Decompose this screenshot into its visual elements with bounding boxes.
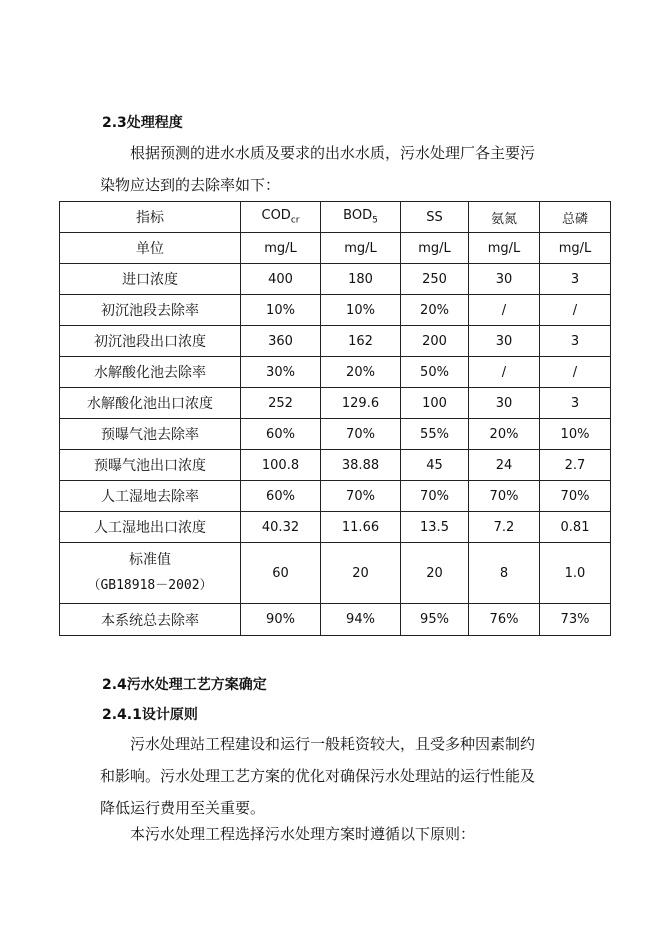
cell-tp: 3 (540, 264, 611, 295)
cell-bod: 20 (321, 543, 401, 604)
cell-cod: 360 (241, 326, 321, 357)
table-row-total (60, 604, 611, 636)
table-row (60, 264, 611, 295)
row-name: 初沉池段出口浓度 (60, 326, 241, 357)
intro-line-1: 根据预测的进水水质及要求的出水水质，污水处理厂各主要污 (130, 144, 536, 162)
table-row (60, 481, 611, 512)
cell-nh3n: 30 (469, 326, 540, 357)
cell-bod: 10% (321, 295, 401, 326)
cell-nh3n: 76% (469, 604, 540, 636)
cell-tp: / (540, 295, 611, 326)
cell-cod: 40.32 (241, 512, 321, 543)
table-row (60, 295, 611, 326)
removal-rate-table (59, 201, 611, 636)
cell-cod: 90% (241, 604, 321, 636)
cell-ss: 200 (401, 326, 469, 357)
table-row (60, 450, 611, 481)
cell-tp: 0.81 (540, 512, 611, 543)
cell-ss: 50% (401, 357, 469, 388)
row-name: 水解酸化池出口浓度 (60, 388, 241, 419)
cell-bod: 38.88 (321, 450, 401, 481)
cell-ss: 55% (401, 419, 469, 450)
cell-nh3n: / (469, 295, 540, 326)
cell-nh3n: 7.2 (469, 512, 540, 543)
cell-cod: 60 (241, 543, 321, 604)
row-name-standard (60, 543, 241, 604)
cell-bod: 180 (321, 264, 401, 295)
cell-ss: 13.5 (401, 512, 469, 543)
table-row-standard (60, 543, 611, 604)
design-line-2: 和影响。污水处理工艺方案的优化对确保污水处理站的运行性能及 (100, 767, 536, 785)
cell-cod: 252 (241, 388, 321, 419)
header-ss: SS (401, 202, 469, 233)
cell-bod: 20% (321, 357, 401, 388)
cell-nh3n: 24 (469, 450, 540, 481)
design-paragraph (100, 728, 570, 824)
row-name: 预曝气池去除率 (60, 419, 241, 450)
table-row (60, 326, 611, 357)
principle-line-1: 本污水处理工程选择污水处理方案时遵循以下原则： (130, 825, 476, 843)
row-name: 进口浓度 (60, 264, 241, 295)
cell-ss: 95% (401, 604, 469, 636)
section-heading-2-4-1: 2.4.1设计原则 (102, 707, 198, 723)
cell-cod: 100.8 (241, 450, 321, 481)
cell-nh3n: / (469, 357, 540, 388)
cell-nh3n: 30 (469, 388, 540, 419)
cell-bod: 70% (321, 481, 401, 512)
cell-tp: mg/L (540, 233, 611, 264)
cell-ss: 250 (401, 264, 469, 295)
design-line-1: 污水处理站工程建设和运行一般耗资较大，且受多种因素制约 (130, 735, 536, 753)
cell-ss: mg/L (401, 233, 469, 264)
cell-bod: 11.66 (321, 512, 401, 543)
header-indicator: 指标 (60, 202, 241, 233)
cell-tp: 3 (540, 388, 611, 419)
cell-cod: 60% (241, 419, 321, 450)
row-name-total: 本系统总去除率 (60, 604, 241, 636)
section-heading-2-4: 2.4污水处理工艺方案确定 (102, 677, 267, 693)
cell-cod: 10% (241, 295, 321, 326)
table-row (60, 512, 611, 543)
cell-nh3n: 8 (469, 543, 540, 604)
row-name: 预曝气池出口浓度 (60, 450, 241, 481)
cell-tp: 70% (540, 481, 611, 512)
cell-bod: 162 (321, 326, 401, 357)
section-heading-2-3: 2.3处理程度 (102, 115, 183, 131)
table-row (60, 357, 611, 388)
principle-paragraph (100, 818, 570, 850)
cell-nh3n: 20% (469, 419, 540, 450)
header-cod: $COD_{cr}$ (241, 202, 321, 233)
cell-cod: 30% (241, 357, 321, 388)
cell-ss: 100 (401, 388, 469, 419)
cell-tp: 73% (540, 604, 611, 636)
cell-tp: 1.0 (540, 543, 611, 604)
cell-bod: 70% (321, 419, 401, 450)
table-header-row (60, 202, 611, 233)
header-tp: 总磷 (540, 202, 611, 233)
cell-tp: 2.7 (540, 450, 611, 481)
header-bod: $BOD_5$ (321, 202, 401, 233)
cell-ss: 20% (401, 295, 469, 326)
cell-bod: 129.6 (321, 388, 401, 419)
row-name: 初沉池段去除率 (60, 295, 241, 326)
intro-paragraph (100, 137, 570, 201)
cell-tp: 10% (540, 419, 611, 450)
cell-nh3n: 30 (469, 264, 540, 295)
cell-nh3n: 70% (469, 481, 540, 512)
row-name: 水解酸化池去除率 (60, 357, 241, 388)
cell-tp: 3 (540, 326, 611, 357)
row-name: 人工湿地去除率 (60, 481, 241, 512)
cell-cod: 60% (241, 481, 321, 512)
header-nh3n: 氨氮 (469, 202, 540, 233)
cell-nh3n: mg/L (469, 233, 540, 264)
cell-cod: mg/L (241, 233, 321, 264)
row-name: 人工湿地出口浓度 (60, 512, 241, 543)
standard-code: （GB18918－2002） (87, 578, 213, 593)
cell-bod: mg/L (321, 233, 401, 264)
table-row (60, 419, 611, 450)
cell-tp: / (540, 357, 611, 388)
cell-bod: 94% (321, 604, 401, 636)
cell-cod: 400 (241, 264, 321, 295)
cell-ss: 45 (401, 450, 469, 481)
cell-ss: 70% (401, 481, 469, 512)
intro-line-2: 染物应达到的去除率如下： (100, 176, 281, 194)
cell-ss: 20 (401, 543, 469, 604)
standard-label: 标准值 (129, 552, 171, 568)
table-row (60, 388, 611, 419)
row-name: 单位 (60, 233, 241, 264)
table-row (60, 233, 611, 264)
design-line-3: 降低运行费用至关重要。 (100, 799, 266, 817)
